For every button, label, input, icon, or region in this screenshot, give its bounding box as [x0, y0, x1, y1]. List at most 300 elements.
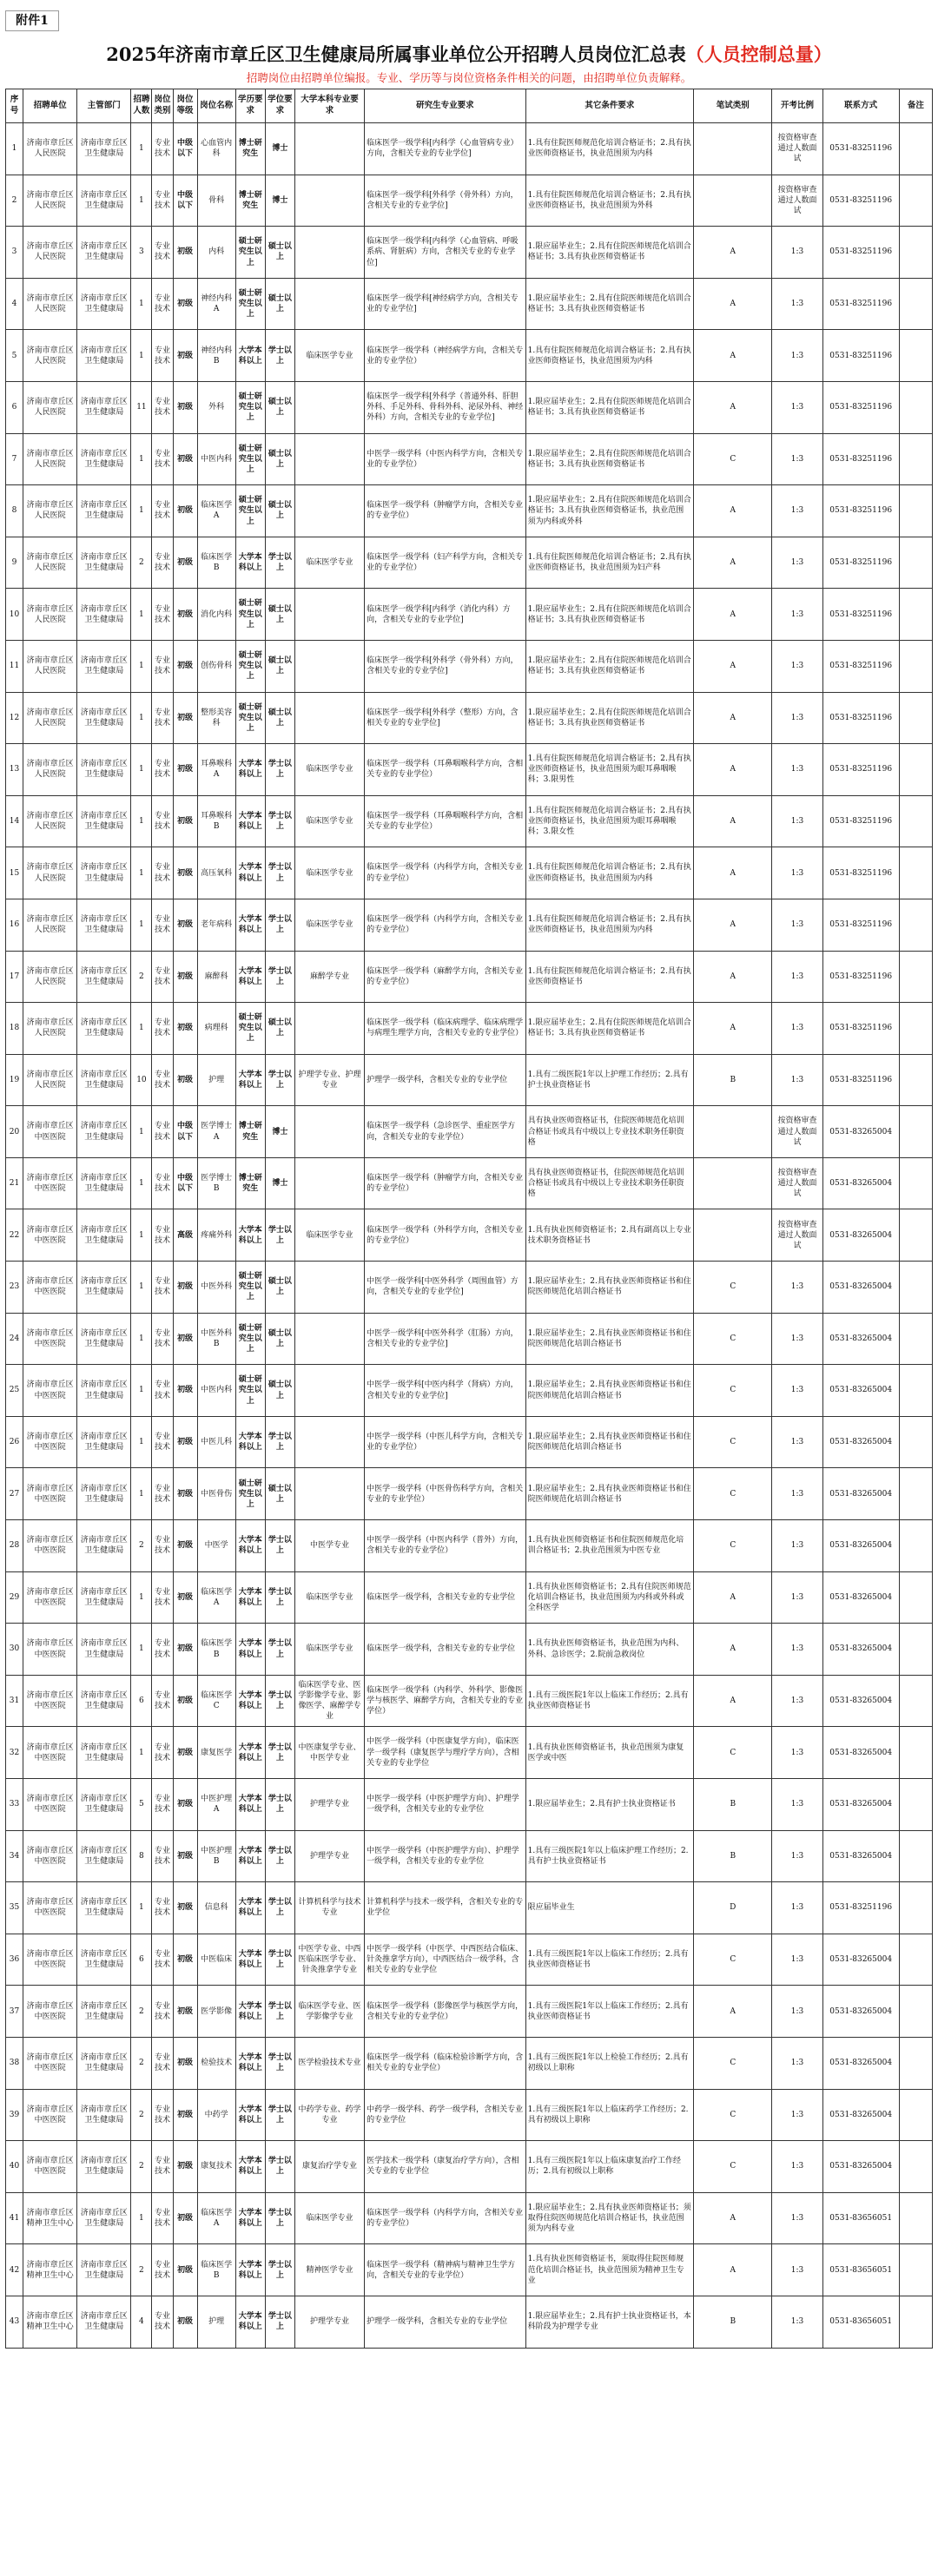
- header-pg: 研究生专业要求: [365, 89, 526, 123]
- cell-pg: 临床医学一级学科（肿瘤学方向，含相关专业的专业学位）: [365, 485, 526, 537]
- table-row: [6, 2089, 933, 2141]
- cell-no: 8: [6, 485, 23, 537]
- cell-unit: 济南市章丘区中医医院: [23, 1262, 77, 1314]
- cell-degree: 学士以上: [265, 1934, 294, 1986]
- cell-contact: 0531-83265004: [822, 1520, 899, 1572]
- cell-pg: 临床医学一级学科（内科学方向，含相关专业的专业学位）: [365, 2192, 526, 2244]
- cell-degree: 硕士以上: [265, 692, 294, 744]
- cell-count: 1: [131, 1727, 152, 1779]
- cell-other: 1.具有二级医院1年以上护理工作经历；2.具有护士执业资格证书: [525, 1054, 694, 1106]
- cell-level: 初级: [173, 330, 197, 382]
- cell-edu: 大学本科以上: [235, 951, 265, 1003]
- cell-exam: A: [694, 951, 772, 1003]
- cell-ug: 中医康复学专业、中医学专业: [294, 1727, 364, 1779]
- cell-ratio: 1:3: [772, 795, 822, 847]
- cell-level: 初级: [173, 381, 197, 433]
- cell-type: 专业技术: [152, 1054, 173, 1106]
- cell-ug: [294, 1468, 364, 1520]
- cell-pg: 临床医学一级学科（急诊医学、重症医学方向，含相关专业的专业学位）: [365, 1106, 526, 1158]
- cell-level: 初级: [173, 1313, 197, 1365]
- cell-pg: 中医学一级学科（中医儿科学方向，含相关专业的专业学位）: [365, 1416, 526, 1468]
- cell-level: 高级: [173, 1209, 197, 1262]
- cell-count: 1: [131, 1468, 152, 1520]
- cell-pg: 中医学一级学科（中医内科学（普外）方向，含相关专业的专业学位）: [365, 1520, 526, 1572]
- cell-unit: 济南市章丘区中医医院: [23, 1986, 77, 2038]
- cell-type: 专业技术: [152, 1106, 173, 1158]
- cell-count: 1: [131, 692, 152, 744]
- cell-level: 初级: [173, 1468, 197, 1520]
- cell-pg: 中药学一级学科、药学一级学科，含相关专业的专业学位: [365, 2089, 526, 2141]
- cell-other: 1.具有住院医师规范化培训合格证书；2.具有执业医师资格证书，执业范围须为眼耳鼻咽喉科；3.限女性: [525, 795, 694, 847]
- cell-exam: C: [694, 1520, 772, 1572]
- cell-pg: 中医学一级学科（中医康复学方向），临床医学一级学科（康复医学与理疗学方向），含相关专业的专业学位: [365, 1727, 526, 1779]
- cell-contact: 0531-83251196: [822, 227, 899, 279]
- cell-edu: 硕士研究生以上: [235, 485, 265, 537]
- cell-count: 1: [131, 278, 152, 330]
- cell-contact: 0531-83251196: [822, 899, 899, 951]
- cell-remark: [899, 640, 932, 692]
- cell-edu: 大学本科以上: [235, 2141, 265, 2193]
- cell-count: 1: [131, 1106, 152, 1158]
- cell-dept: 济南市章丘区卫生健康局: [77, 847, 131, 899]
- cell-dept: 济南市章丘区卫生健康局: [77, 1934, 131, 1986]
- cell-edu: 硕士研究生以上: [235, 1313, 265, 1365]
- cell-type: 专业技术: [152, 1624, 173, 1676]
- cell-degree: 学士以上: [265, 2192, 294, 2244]
- cell-level: 初级: [173, 589, 197, 641]
- cell-unit: 济南市章丘区中医医院: [23, 1675, 77, 1727]
- cell-contact: 0531-83265004: [822, 1106, 899, 1158]
- cell-other: 限应届毕业生: [525, 1882, 694, 1934]
- cell-ug: 临床医学专业、医学影像学专业、影像医学、麻醉学专业: [294, 1675, 364, 1727]
- cell-degree: 学士以上: [265, 744, 294, 796]
- cell-remark: [899, 1054, 932, 1106]
- cell-remark: [899, 1313, 932, 1365]
- cell-other: 1.具有住院医师规范化培训合格证书；2.具有执业医师资格证书，执业范围须为眼耳鼻咽喉科；3.限男性: [525, 744, 694, 796]
- cell-level: 初级: [173, 1882, 197, 1934]
- cell-unit: 济南市章丘区精神卫生中心: [23, 2296, 77, 2348]
- cell-post: 中药学: [197, 2089, 235, 2141]
- cell-count: 6: [131, 1675, 152, 1727]
- cell-unit: 济南市章丘区人民医院: [23, 485, 77, 537]
- cell-degree: 学士以上: [265, 537, 294, 589]
- page-title: [0, 42, 938, 68]
- cell-no: 22: [6, 1209, 23, 1262]
- cell-unit: 济南市章丘区中医医院: [23, 1157, 77, 1209]
- cell-edu: 大学本科以上: [235, 1986, 265, 2038]
- cell-degree: 学士以上: [265, 1054, 294, 1106]
- cell-other: 1.具有三级医院1年以上临床药学工作经历；2.具有初级以上职称: [525, 2089, 694, 2141]
- cell-other: 1.具有三级医院1年以上临床工作经历；2.具有执业医师资格证书: [525, 1986, 694, 2038]
- header-exam: 笔试类别: [694, 89, 772, 123]
- cell-degree: 学士以上: [265, 1416, 294, 1468]
- cell-count: 2: [131, 537, 152, 589]
- cell-contact: 0531-83251196: [822, 795, 899, 847]
- cell-post: 整形美容科: [197, 692, 235, 744]
- cell-dept: 济南市章丘区卫生健康局: [77, 2192, 131, 2244]
- cell-exam: B: [694, 1779, 772, 1831]
- cell-ratio: 1:3: [772, 1882, 822, 1934]
- cell-count: 1: [131, 330, 152, 382]
- cell-exam: C: [694, 1468, 772, 1520]
- cell-ratio: 1:3: [772, 1365, 822, 1417]
- cell-ug: [294, 1262, 364, 1314]
- cell-type: 专业技术: [152, 227, 173, 279]
- cell-unit: 济南市章丘区人民医院: [23, 640, 77, 692]
- cell-contact: 0531-83251196: [822, 537, 899, 589]
- table-row: [6, 795, 933, 847]
- cell-remark: [899, 485, 932, 537]
- cell-remark: [899, 175, 932, 227]
- cell-ratio: 1:3: [772, 227, 822, 279]
- cell-ug: 护理学专业: [294, 1779, 364, 1831]
- cell-edu: 硕士研究生以上: [235, 589, 265, 641]
- cell-dept: 济南市章丘区卫生健康局: [77, 278, 131, 330]
- cell-dept: 济南市章丘区卫生健康局: [77, 1520, 131, 1572]
- cell-pg: 临床医学一级学科（肿瘤学方向，含相关专业的专业学位）: [365, 1157, 526, 1209]
- table-row: [6, 537, 933, 589]
- cell-contact: 0531-83265004: [822, 1779, 899, 1831]
- cell-count: 8: [131, 1830, 152, 1882]
- cell-dept: 济南市章丘区卫生健康局: [77, 1986, 131, 2038]
- cell-dept: 济南市章丘区卫生健康局: [77, 1830, 131, 1882]
- cell-edu: 大学本科以上: [235, 2037, 265, 2089]
- cell-remark: [899, 1882, 932, 1934]
- table-row: [6, 1624, 933, 1676]
- cell-degree: 学士以上: [265, 2037, 294, 2089]
- cell-level: 初级: [173, 2192, 197, 2244]
- cell-level: 初级: [173, 2296, 197, 2348]
- cell-ug: [294, 485, 364, 537]
- cell-degree: 学士以上: [265, 1520, 294, 1572]
- cell-no: 25: [6, 1365, 23, 1417]
- cell-no: 3: [6, 227, 23, 279]
- cell-dept: 济南市章丘区卫生健康局: [77, 2037, 131, 2089]
- cell-type: 专业技术: [152, 278, 173, 330]
- cell-type: 专业技术: [152, 2192, 173, 2244]
- cell-remark: [899, 227, 932, 279]
- cell-remark: [899, 2089, 932, 2141]
- cell-remark: [899, 330, 932, 382]
- cell-other: 1.限应届毕业生；2.具有护士执业资格证书，本科阶段为护理学专业: [525, 2296, 694, 2348]
- cell-ug: 临床医学专业: [294, 847, 364, 899]
- cell-exam: A: [694, 640, 772, 692]
- cell-exam: A: [694, 795, 772, 847]
- cell-count: 1: [131, 1313, 152, 1365]
- cell-other: 1.限应届毕业生；2.具有执业医师资格证书；须取得住院医师规范化培训合格证书，执业范围须为内科专业: [525, 2192, 694, 2244]
- cell-ratio: 1:3: [772, 899, 822, 951]
- cell-level: 初级: [173, 2244, 197, 2296]
- cell-ug: 临床医学专业: [294, 795, 364, 847]
- cell-dept: 济南市章丘区卫生健康局: [77, 2296, 131, 2348]
- cell-exam: D: [694, 1882, 772, 1934]
- cell-pg: 临床医学一级学科[内科学（心血管病专业）方向，含相关专业的专业学位]: [365, 123, 526, 175]
- cell-post: 护理: [197, 2296, 235, 2348]
- cell-count: 5: [131, 1779, 152, 1831]
- cell-contact: 0531-83265004: [822, 1209, 899, 1262]
- cell-pg: 中医学一级学科（中医护理学方向）、护理学一级学科，含相关专业的专业学位: [365, 1779, 526, 1831]
- cell-no: 18: [6, 1003, 23, 1055]
- cell-unit: 济南市章丘区人民医院: [23, 899, 77, 951]
- table-row: [6, 330, 933, 382]
- cell-unit: 济南市章丘区人民医院: [23, 744, 77, 796]
- cell-exam: C: [694, 2037, 772, 2089]
- cell-pg: 中医学一级学科[中医内科学（肾病）方向，含相关专业的专业学位]: [365, 1365, 526, 1417]
- cell-no: 10: [6, 589, 23, 641]
- cell-no: 36: [6, 1934, 23, 1986]
- cell-remark: [899, 2244, 932, 2296]
- cell-ratio: 1:3: [772, 640, 822, 692]
- cell-level: 中级以下: [173, 1106, 197, 1158]
- cell-ug: 临床医学专业、医学影像学专业: [294, 1986, 364, 2038]
- cell-other: 1.具有住院医师规范化培训合格证书；2.具有执业医师资格证书，执业范围须为外科: [525, 175, 694, 227]
- cell-ratio: 1:3: [772, 433, 822, 485]
- cell-post: 中医外科B: [197, 1313, 235, 1365]
- cell-ug: 临床医学专业: [294, 2192, 364, 2244]
- table-row: [6, 1313, 933, 1365]
- cell-degree: 硕士以上: [265, 640, 294, 692]
- cell-type: 专业技术: [152, 2141, 173, 2193]
- cell-pg: 临床医学一级学科[外科学（普通外科、肝胆外科、手足外科、骨科外科、泌尿外科、神经外科）方向，含相关专业的专业学位]: [365, 381, 526, 433]
- table-row: [6, 1157, 933, 1209]
- cell-remark: [899, 1003, 932, 1055]
- cell-exam: A: [694, 381, 772, 433]
- cell-contact: 0531-83656051: [822, 2296, 899, 2348]
- cell-other: 1.限应届毕业生；2.具有住院医师规范化培训合格证书；3.具有执业医师资格证书: [525, 1003, 694, 1055]
- cell-dept: 济南市章丘区卫生健康局: [77, 1054, 131, 1106]
- header-remark: 备注: [899, 89, 932, 123]
- cell-unit: 济南市章丘区人民医院: [23, 589, 77, 641]
- cell-ug: 康复治疗学专业: [294, 2141, 364, 2193]
- cell-post: 内科: [197, 227, 235, 279]
- cell-degree: 硕士以上: [265, 381, 294, 433]
- cell-ug: [294, 589, 364, 641]
- table-row: [6, 1571, 933, 1624]
- cell-post: 中医学: [197, 1520, 235, 1572]
- cell-pg: 临床医学一级学科[内科学（消化内科）方向，含相关专业的专业学位]: [365, 589, 526, 641]
- cell-dept: 济南市章丘区卫生健康局: [77, 1313, 131, 1365]
- cell-other: 1.具有执业医师资格证书，须取得住院医师规范化培训合格证书，执业范围须为精神卫生专业: [525, 2244, 694, 2296]
- cell-type: 专业技术: [152, 1727, 173, 1779]
- cell-other: 1.具有执业医师资格证书，执业范围为内科、外科、急诊医学；2.院前急救岗位: [525, 1624, 694, 1676]
- cell-count: 2: [131, 1986, 152, 2038]
- cell-count: 1: [131, 744, 152, 796]
- cell-count: 1: [131, 1624, 152, 1676]
- cell-exam: [694, 1157, 772, 1209]
- table-row: [6, 278, 933, 330]
- cell-ratio: 1:3: [772, 692, 822, 744]
- table-row: [6, 227, 933, 279]
- cell-dept: 济南市章丘区卫生健康局: [77, 2244, 131, 2296]
- cell-post: 医学博士A: [197, 1106, 235, 1158]
- cell-unit: 济南市章丘区人民医院: [23, 537, 77, 589]
- cell-type: 专业技术: [152, 2244, 173, 2296]
- cell-other: 1.限应届毕业生；2.具有住院医师规范化培训合格证书；3.具有执业医师资格证书: [525, 589, 694, 641]
- table-row: [6, 123, 933, 175]
- cell-level: 中级以下: [173, 175, 197, 227]
- recruitment-table: [5, 89, 933, 2349]
- cell-ratio: 1:3: [772, 1468, 822, 1520]
- cell-edu: 大学本科以上: [235, 2192, 265, 2244]
- cell-count: 1: [131, 1571, 152, 1624]
- cell-edu: 硕士研究生以上: [235, 381, 265, 433]
- cell-count: 1: [131, 175, 152, 227]
- cell-ug: 中医学专业、中西医临床医学专业、针灸推拿学专业: [294, 1934, 364, 1986]
- header-degree: 学位要求: [265, 89, 294, 123]
- cell-no: 13: [6, 744, 23, 796]
- cell-level: 初级: [173, 795, 197, 847]
- cell-edu: 大学本科以上: [235, 1882, 265, 1934]
- cell-other: 1.具有执业医师资格证书；2.具有副高以上专业技术职务资格证书: [525, 1209, 694, 1262]
- cell-no: 41: [6, 2192, 23, 2244]
- cell-unit: 济南市章丘区中医医院: [23, 1624, 77, 1676]
- cell-count: 1: [131, 1882, 152, 1934]
- cell-post: 医学博士B: [197, 1157, 235, 1209]
- cell-contact: 0531-83265004: [822, 1727, 899, 1779]
- cell-exam: A: [694, 589, 772, 641]
- cell-remark: [899, 2037, 932, 2089]
- cell-contact: 0531-83265004: [822, 1624, 899, 1676]
- title-highlight: （人员控制总量）: [685, 43, 832, 65]
- cell-level: 初级: [173, 227, 197, 279]
- cell-remark: [899, 1157, 932, 1209]
- header-edu: 学历要求: [235, 89, 265, 123]
- cell-pg: 临床医学一级学科，含相关专业的专业学位: [365, 1571, 526, 1624]
- cell-remark: [899, 1571, 932, 1624]
- cell-contact: 0531-83251196: [822, 640, 899, 692]
- cell-ratio: 1:3: [772, 1934, 822, 1986]
- table-row: [6, 847, 933, 899]
- cell-unit: 济南市章丘区精神卫生中心: [23, 2244, 77, 2296]
- cell-ratio: 1:3: [772, 485, 822, 537]
- cell-post: 外科: [197, 381, 235, 433]
- cell-count: 2: [131, 2244, 152, 2296]
- cell-no: 30: [6, 1624, 23, 1676]
- cell-level: 初级: [173, 433, 197, 485]
- table-row: [6, 1882, 933, 1934]
- header-other: 其它条件要求: [525, 89, 694, 123]
- cell-unit: 济南市章丘区中医医院: [23, 1106, 77, 1158]
- cell-ug: [294, 433, 364, 485]
- table-row: [6, 1209, 933, 1262]
- cell-type: 专业技术: [152, 1986, 173, 2038]
- cell-ug: [294, 1313, 364, 1365]
- cell-no: 32: [6, 1727, 23, 1779]
- cell-degree: 硕士以上: [265, 589, 294, 641]
- cell-count: 1: [131, 1157, 152, 1209]
- cell-count: 1: [131, 1209, 152, 1262]
- cell-ug: 临床医学专业: [294, 1624, 364, 1676]
- cell-exam: C: [694, 1727, 772, 1779]
- cell-exam: A: [694, 1624, 772, 1676]
- cell-type: 专业技术: [152, 537, 173, 589]
- cell-pg: 临床医学一级学科[外科学（整形）方向，含相关专业的专业学位]: [365, 692, 526, 744]
- cell-ratio: 按资格审查通过人数面试: [772, 123, 822, 175]
- cell-other: 1.限应届毕业生；2.具有住院医师规范化培训合格证书；3.具有执业医师资格证书: [525, 640, 694, 692]
- cell-dept: 济南市章丘区卫生健康局: [77, 2141, 131, 2193]
- cell-post: 临床医学B: [197, 2244, 235, 2296]
- cell-exam: C: [694, 1262, 772, 1314]
- cell-no: 12: [6, 692, 23, 744]
- cell-pg: 临床医学一级学科[外科学（骨外科）方向，含相关专业的专业学位]: [365, 640, 526, 692]
- cell-contact: 0531-83251196: [822, 485, 899, 537]
- cell-contact: 0531-83265004: [822, 1571, 899, 1624]
- cell-ratio: 1:3: [772, 847, 822, 899]
- cell-dept: 济南市章丘区卫生健康局: [77, 899, 131, 951]
- cell-ratio: 1:3: [772, 381, 822, 433]
- cell-dept: 济南市章丘区卫生健康局: [77, 1779, 131, 1831]
- cell-exam: B: [694, 1830, 772, 1882]
- cell-level: 初级: [173, 1675, 197, 1727]
- cell-pg: 中医学一级学科（中医护理学方向）、护理学一级学科，含相关专业的专业学位: [365, 1830, 526, 1882]
- cell-other: 具有执业医师资格证书，住院医师规范化培训合格证书或具有中级以上专业技术职务任职资格: [525, 1106, 694, 1158]
- cell-count: 11: [131, 381, 152, 433]
- cell-edu: 大学本科以上: [235, 2296, 265, 2348]
- cell-remark: [899, 537, 932, 589]
- cell-post: 中医骨伤: [197, 1468, 235, 1520]
- cell-no: 31: [6, 1675, 23, 1727]
- cell-type: 专业技术: [152, 1003, 173, 1055]
- cell-degree: 学士以上: [265, 847, 294, 899]
- cell-post: 消化内科: [197, 589, 235, 641]
- cell-edu: 大学本科以上: [235, 1520, 265, 1572]
- cell-contact: 0531-83251196: [822, 433, 899, 485]
- cell-contact: 0531-83656051: [822, 2192, 899, 2244]
- cell-exam: A: [694, 2192, 772, 2244]
- cell-ratio: 1:3: [772, 278, 822, 330]
- cell-other: 1.具有三级医院1年以上临床康复治疗工作经历；2.具有初级以上职称: [525, 2141, 694, 2193]
- cell-post: 耳鼻喉科A: [197, 744, 235, 796]
- cell-no: 20: [6, 1106, 23, 1158]
- cell-unit: 济南市章丘区人民医院: [23, 847, 77, 899]
- cell-no: 23: [6, 1262, 23, 1314]
- cell-ug: 护理学专业: [294, 1830, 364, 1882]
- cell-level: 初级: [173, 951, 197, 1003]
- header-unit: 招聘单位: [23, 89, 77, 123]
- cell-level: 初级: [173, 899, 197, 951]
- cell-degree: 硕士以上: [265, 1365, 294, 1417]
- cell-ug: [294, 1003, 364, 1055]
- cell-type: 专业技术: [152, 381, 173, 433]
- cell-edu: 大学本科以上: [235, 1727, 265, 1779]
- cell-other: 1.具有住院医师规范化培训合格证书；2.具有执业医师资格证书，执业范围须为内科: [525, 123, 694, 175]
- header-ug: 大学本科专业要求: [294, 89, 364, 123]
- cell-edu: 硕士研究生以上: [235, 1262, 265, 1314]
- cell-type: 专业技术: [152, 1520, 173, 1572]
- cell-edu: 硕士研究生以上: [235, 640, 265, 692]
- cell-remark: [899, 433, 932, 485]
- table-row: [6, 744, 933, 796]
- cell-pg: 中医学一级学科[中医外科学（肛肠）方向，含相关专业的专业学位]: [365, 1313, 526, 1365]
- cell-post: 神经内科B: [197, 330, 235, 382]
- cell-other: 1.限应届毕业生；2.具有执业医师资格证书和住院医师规范化培训合格证书: [525, 1313, 694, 1365]
- cell-ug: [294, 1106, 364, 1158]
- cell-level: 初级: [173, 1365, 197, 1417]
- cell-no: 29: [6, 1571, 23, 1624]
- cell-ratio: 1:3: [772, 2089, 822, 2141]
- cell-ratio: 1:3: [772, 330, 822, 382]
- cell-pg: 临床医学一级学科，含相关专业的专业学位: [365, 1624, 526, 1676]
- cell-degree: 学士以上: [265, 1571, 294, 1624]
- table-row: [6, 1003, 933, 1055]
- table-row: [6, 1830, 933, 1882]
- cell-dept: 济南市章丘区卫生健康局: [77, 795, 131, 847]
- cell-unit: 济南市章丘区人民医院: [23, 175, 77, 227]
- cell-ug: [294, 1416, 364, 1468]
- cell-ratio: 1:3: [772, 1003, 822, 1055]
- table-row: [6, 1416, 933, 1468]
- cell-post: 检验技术: [197, 2037, 235, 2089]
